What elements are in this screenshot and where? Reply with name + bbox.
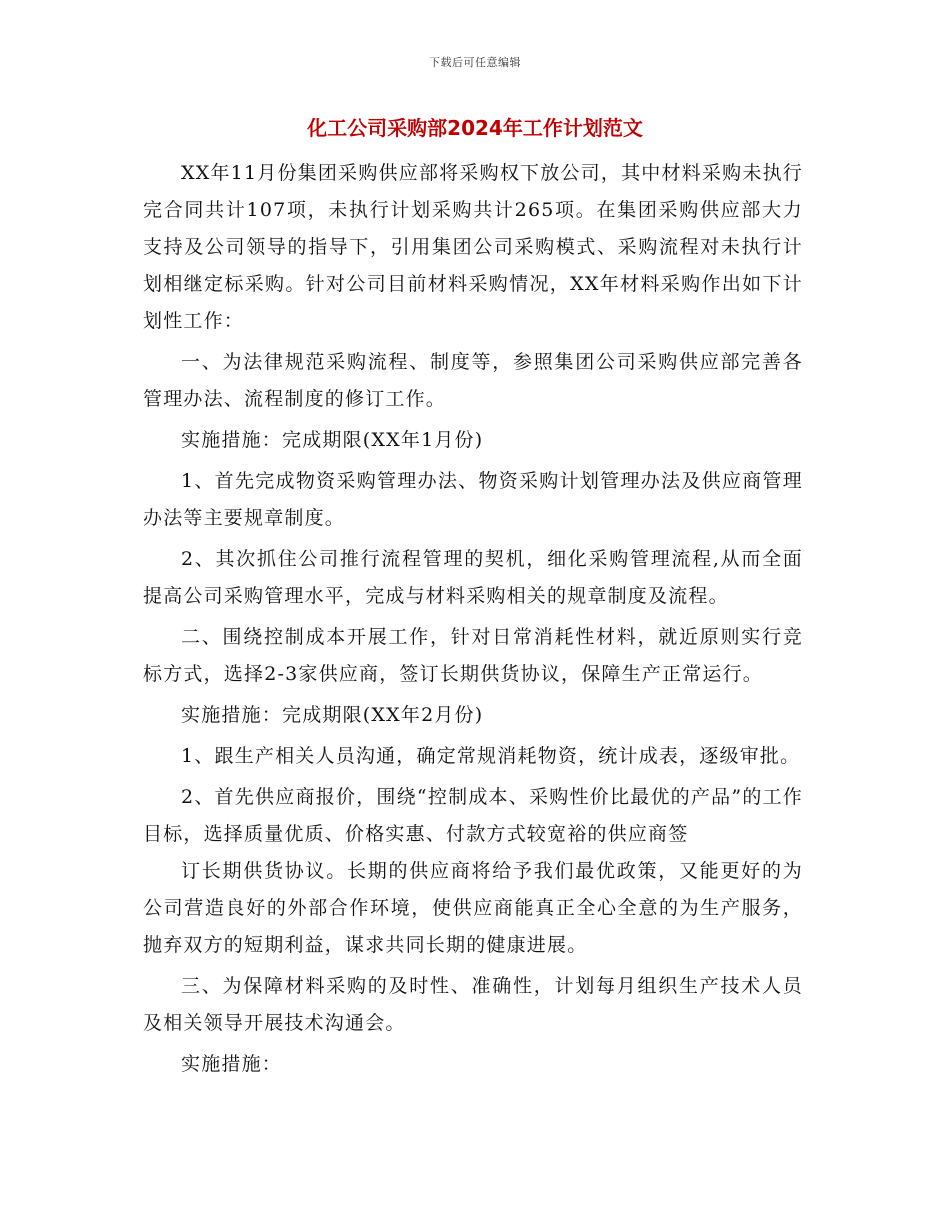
- header-note: 下载后可任意编辑: [429, 56, 521, 69]
- paragraph-measures-3: 实施措施：: [181, 1053, 283, 1075]
- document-body: [143, 155, 803, 1087]
- paragraph-section-3: 三、为保障材料采购的及时性、准确性，计划每月组织生产技术人员及相关领导开展技术沟通会。: [143, 975, 803, 1034]
- paragraph-section-2: 二、围绕控制成本开展工作，针对日常消耗性材料，就近原则实行竞标方式，选择2-3家供应商，签订长期供货协议，保障生产正常运行。: [143, 626, 803, 685]
- paragraph-intro: XX年11月份集团采购供应部将采购权下放公司，其中材料采购未执行完合同共计107项，未执行计划采购共计265项。在集团采购供应部大力支持及公司领导的指导下，引用集团公司采购模式、采购流程对未执行计划相继定标采购。针对公司目前材料采购情况，XX年材料采购作出如下计划性工作：: [143, 162, 803, 332]
- paragraph-section-1: 一、为法律规范采购流程、制度等，参照集团公司采购供应部完善各管理办法、流程制度的修订工作。: [143, 351, 803, 410]
- document-title: 化工公司采购部2024年工作计划范文: [307, 116, 643, 140]
- paragraph-item-2-2: 2、首先供应商报价，围绕“控制成本、采购性价比最优的产品”的工作目标，选择质量优质、价格实惠、付款方式较宽裕的供应商签: [143, 786, 803, 845]
- paragraph-item-2-1: 1、跟生产相关人员沟通，确定常规消耗物资，统计成表，逐级审批。: [181, 745, 801, 767]
- paragraph-item-1-1: 1、首先完成物资采购管理办法、物资采购计划管理办法及供应商管理办法等主要规章制度。: [143, 470, 803, 529]
- paragraph-item-2-2-continued: 订长期供货协议。长期的供应商将给予我们最优政策，又能更好的为公司营造良好的外部合作环境，使供应商能真正全心全意的为生产服务，抛弃双方的短期利益，谋求共同长期的健康进展。: [143, 860, 803, 956]
- paragraph-measures-2: 实施措施：完成期限(XX年2月份): [181, 704, 484, 726]
- paragraph-measures-1: 实施措施：完成期限(XX年1月份): [181, 429, 484, 451]
- paragraph-item-1-2: 2、其次抓住公司推行流程管理的契机，细化采购管理流程,从而全面提高公司采购管理水平，完成与材料采购相关的规章制度及流程。: [143, 548, 803, 607]
